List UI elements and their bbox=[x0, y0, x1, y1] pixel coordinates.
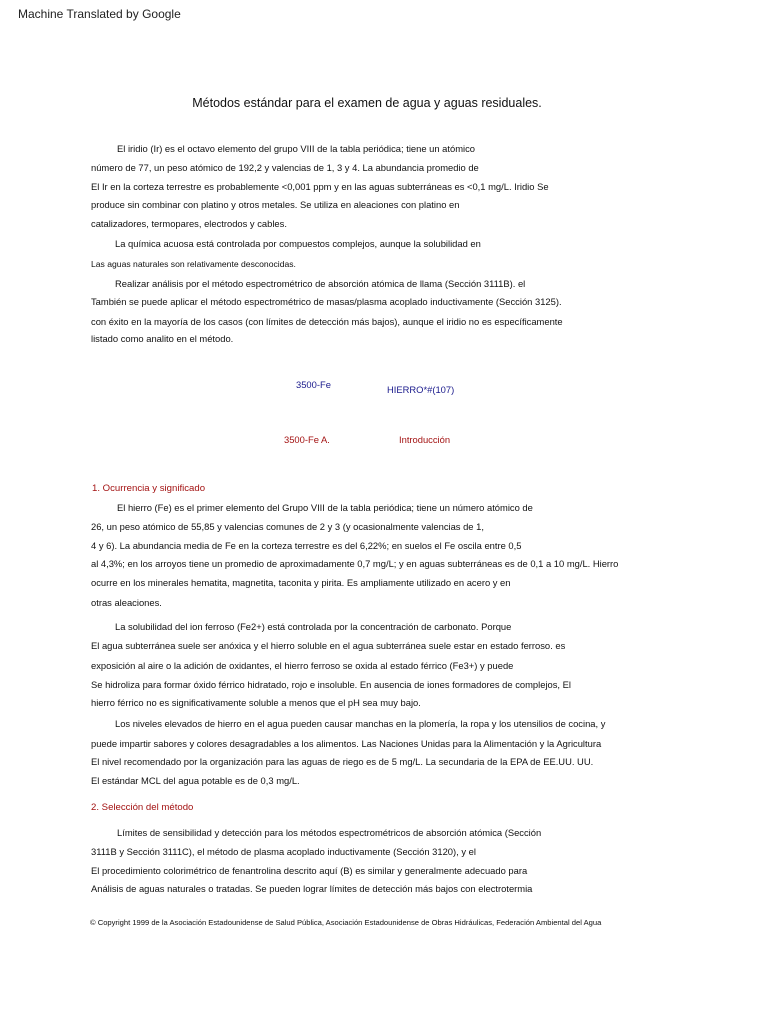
intro-line: La química acuosa está controlada por compuestos complejos, aunque la solubilidad en bbox=[115, 238, 481, 249]
section1-line: El agua subterránea suele ser anóxica y el hierro soluble en el agua subterránea suele estar en estado ferroso. es bbox=[91, 640, 566, 651]
intro-line: Las aguas naturales son relativamente desconocidas. bbox=[91, 259, 296, 269]
intro-line: El iridio (Ir) es el octavo elemento del grupo VIII de la tabla periódica; tiene un atómico bbox=[117, 143, 476, 154]
intro-line: catalizadores, termopares, electrodos y cables. bbox=[91, 218, 287, 229]
intro-line: produce sin combinar con platino y otros metales. Se utiliza en aleaciones con platino en bbox=[91, 199, 460, 210]
intro-line: número de 77, un peso atómico de 192,2 y valencias de 1, 3 y 4. La abundancia promedio de bbox=[91, 162, 479, 173]
intro-line: con éxito en la mayoría de los casos (con límites de detección más bajos), aunque el iridio no es específicamente bbox=[91, 316, 563, 327]
section1-line: ocurre en los minerales hematita, magnetita, taconita y pirita. Es ampliamente utilizado en acero y en bbox=[91, 577, 511, 588]
section2-line: Análisis de aguas naturales o tratadas. Se pueden lograr límites de detección más bajos con electrotermia bbox=[91, 883, 533, 894]
section2-heading: 2. Selección del método bbox=[91, 802, 194, 813]
section1-line: 26, un peso atómico de 55,85 y valencias comunes de 2 y 3 (y ocasionalmente valencias de 1, bbox=[91, 521, 484, 532]
document-title: Métodos estándar para el examen de agua y aguas residuales. bbox=[192, 96, 542, 110]
section1-line: El estándar MCL del agua potable es de 0,3 mg/L. bbox=[91, 775, 300, 786]
intro-line: Realizar análisis por el método espectrométrico de absorción atómica de llama (Sección 3111B). el bbox=[115, 278, 526, 289]
section1-line: Se hidroliza para formar óxido férrico hidratado, rojo e insoluble. En ausencia de iones formadores de complejos, El bbox=[91, 679, 571, 690]
intro-line: También se puede aplicar el método espectrométrico de masas/plasma acoplado inductivamente (Sección 3125). bbox=[91, 296, 562, 307]
section1-line: 4 y 6). La abundancia media de Fe en la corteza terrestre es del 6,22%; en suelos el Fe oscila entre 0,5 bbox=[91, 540, 522, 551]
section1-line: Los niveles elevados de hierro en el agua pueden causar manchas en la plomería, la ropa y los utensilios de cocina, y bbox=[115, 718, 606, 729]
section-code: 3500-Fe A. bbox=[284, 434, 330, 445]
section1-line: exposición al aire o la adición de oxidantes, el hierro ferroso se oxida al estado férrico (Fe3+) y puede bbox=[91, 660, 514, 671]
method-code: 3500-Fe bbox=[296, 379, 331, 390]
intro-line: El Ir en la corteza terrestre es probablemente <0,001 ppm y en las aguas subterráneas es <0,1 mg/L. Iridio Se bbox=[91, 181, 549, 192]
section2-line: El procedimiento colorimétrico de fenantrolina descrito aquí (B) es similar y generalmente adecuado para bbox=[91, 865, 528, 876]
section1-line: El nivel recomendado por la organización para las aguas de riego es de 5 mg/L. La secundaria de la EPA de EE.UU. UU. bbox=[91, 756, 594, 767]
machine-translation-watermark: Machine Translated by Google bbox=[18, 7, 181, 21]
section2-line: 3111B y Sección 3111C), el método de plasma acoplado inductivamente (Sección 3120), y el bbox=[91, 846, 476, 857]
method-name: HIERRO*#(107) bbox=[387, 384, 455, 395]
section1-line: otras aleaciones. bbox=[91, 597, 162, 608]
copyright-footer: © Copyright 1999 de la Asociación Estadounidense de Salud Pública, Asociación Estadounidense de Obras Hidráulicas, Federación Ambiental del Agua bbox=[90, 918, 602, 927]
section-name: Introducción bbox=[399, 434, 451, 445]
section2-line: Límites de sensibilidad y detección para los métodos espectrométricos de absorción atómica (Sección bbox=[117, 827, 542, 838]
section1-line: al 4,3%; en los arroyos tiene un promedio de aproximadamente 0,7 mg/L; y en aguas subterráneas es de 0,1 a 10 mg/L. Hierro bbox=[91, 558, 619, 569]
section1-line: La solubilidad del ion ferroso (Fe2+) está controlada por la concentración de carbonato. Porque bbox=[115, 621, 512, 632]
section1-line: puede impartir sabores y colores desagradables a los alimentos. Las Naciones Unidas para la Alimentación y la Agricultura bbox=[91, 738, 602, 749]
section1-heading: 1. Ocurrencia y significado bbox=[92, 483, 206, 494]
section1-line: hierro férrico no es significativamente soluble a menos que el pH sea muy bajo. bbox=[91, 697, 421, 708]
intro-line: listado como analito en el método. bbox=[91, 333, 234, 344]
section1-line: El hierro (Fe) es el primer elemento del Grupo VIII de la tabla periódica; tiene un número atómico de bbox=[117, 502, 533, 513]
